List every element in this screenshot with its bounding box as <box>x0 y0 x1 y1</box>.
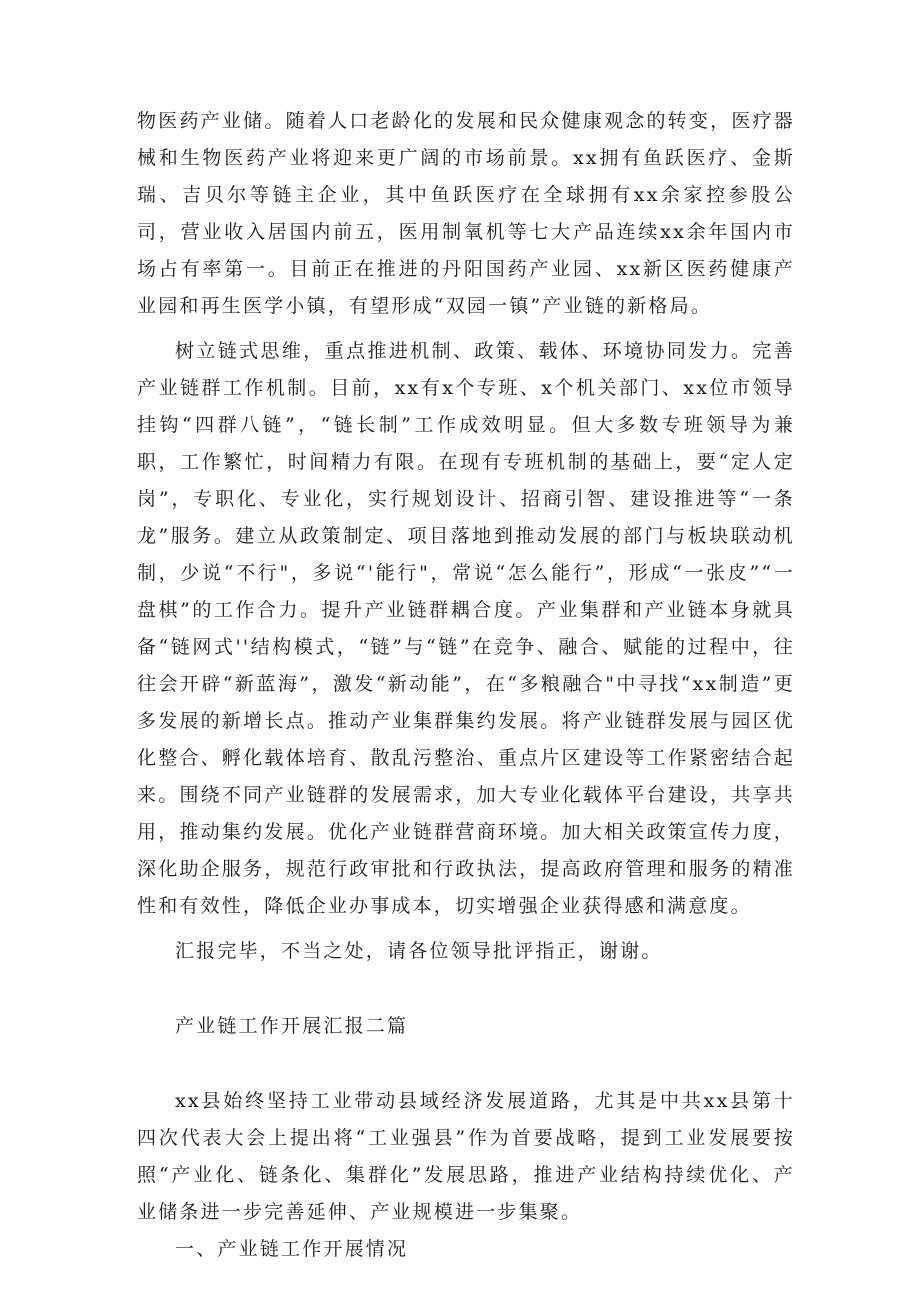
section-spacer <box>137 970 795 1008</box>
second-article-title: 产业链工作开展汇报二篇 <box>175 1015 409 1037</box>
section-spacer <box>137 1045 795 1083</box>
paragraph-intro: xx县始终坚持工业带动县域经济发展道路，尤其是中共xx县第十四次代表大会上提出将“工业强县”作为首要战略，提到工业发展要按照“产业化、链条化、集群化”发展思路，推进产业结构持续优化、产业储条进一步完善延伸、产业规模进一步集聚。 <box>137 1090 795 1223</box>
paragraph-medical-industry: 物医药产业储。随着人口老龄化的发展和民众健康观念的转变，医疗器械和生物医药产业将迎来更广阔的市场前景。xx拥有鱼跃医疗、金斯瑞、吉贝尔等链主企业，其中鱼跃医疗在全球拥有xx余家控参股公司，营业收入居国内前五，医用制氧机等七大产品连续xx余年国内市场占有率第一。目前正在推进的丹阳国药产业园、xx新区医药健康产业园和再生医学小镇，有望形成“双园一镇”产业链的新格局。 <box>137 110 795 317</box>
paragraph-chain-thinking: 树立链式思维，重点推进机制、政策、载体、环境协同发力。完善产业链群工作机制。目前，xx有x个专班、x个机关部门、xx位市领导挂钩“四群八链”，“链长制”工作成效明显。但大多数专班领导为兼职，工作繁忙，时间精力有限。在现有专班机制的基础上，要“定人定岗”，专职化、专业化，实行规划设计、招商引智、建设推进等“一条龙”服务。建立从政策制定、项目落地到推动发展的部门与板块联动机制，少说“不行"，多说“'能行"，常说“怎么能行”，形成“一张皮”“一盘棋”的工作合力。提升产业链群耦合度。产业集群和产业链本身就具备“链网式''结构模式，“链”与“链”在竞争、融合、赋能的过程中，往往会开辟“新蓝海”，激发“新动能”，在“多粮融合"中寻找“xx制造”更多发展的新增长点。推动产业集群集约发展。将产业链群发展与园区优化整合、孵化载体培育、散乱污整治、重点片区建设等工作紧密结合起来。围绕不同产业链群的发展需求，加大专业化载体平台建设，共享共用，推动集约发展。优化产业链群营商环境。加大相关政策宣传力度，深化助企服务，规范行政审批和行政执法，提高政府管理和服务的精准性和有效性，降低企业办事成本，切实增强企业获得感和满意度。 <box>137 340 795 917</box>
section-heading: 一、产业链工作开展情况 <box>175 1238 409 1260</box>
document-body <box>137 103 795 1268</box>
paragraph-spacer <box>137 925 795 933</box>
paragraph-closing: 汇报完毕，不当之处，请各位领导批评指正，谢谢。 <box>175 940 663 962</box>
paragraph-spacer <box>137 325 795 333</box>
